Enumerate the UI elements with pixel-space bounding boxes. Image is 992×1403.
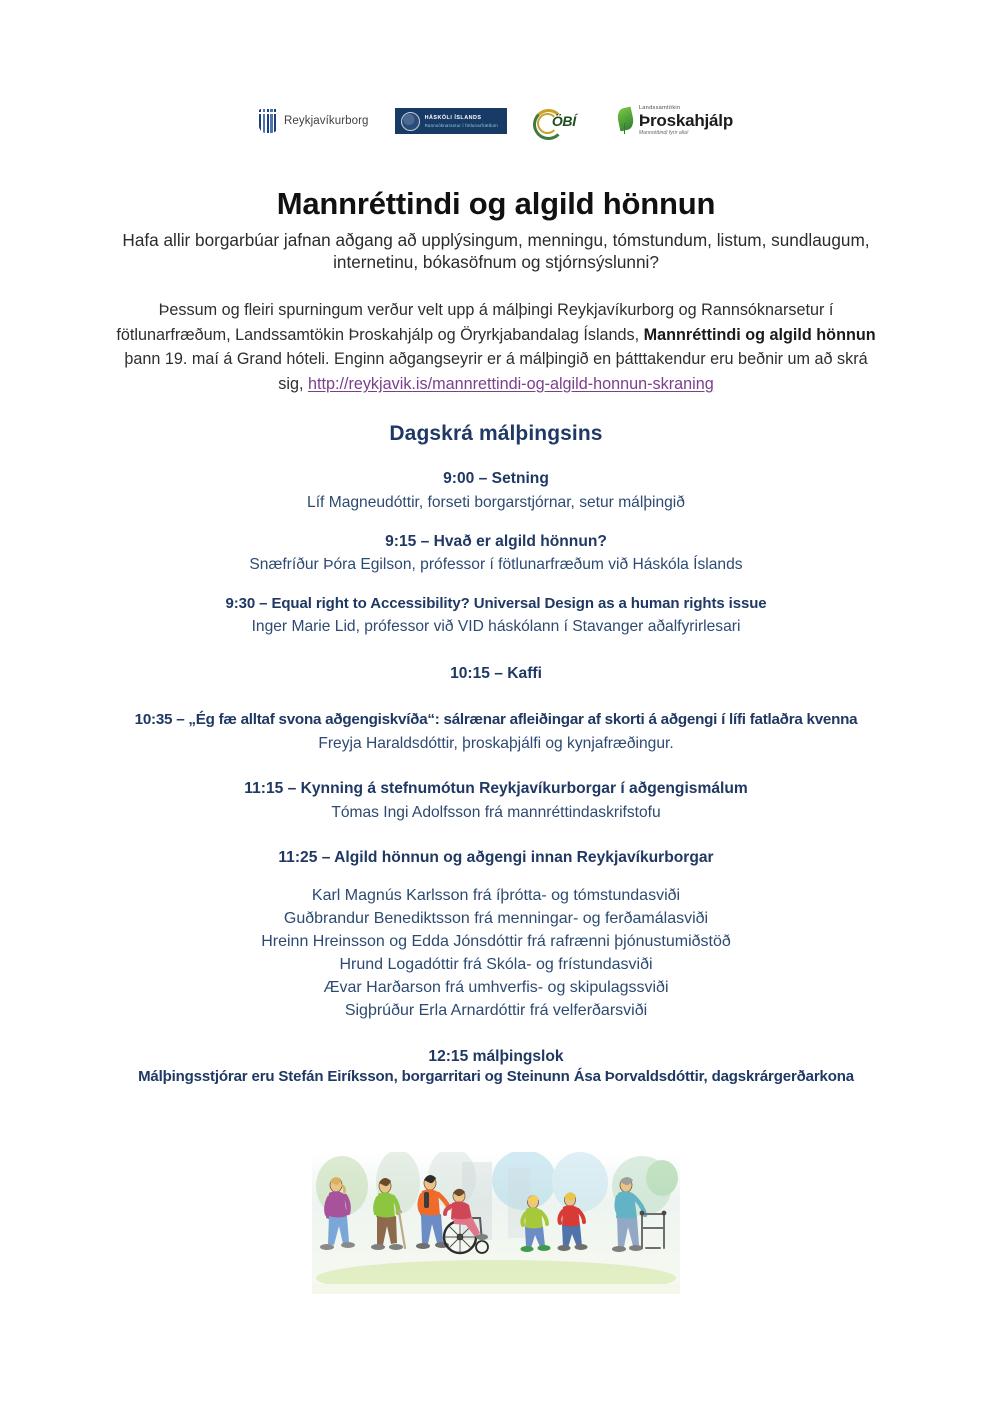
schedule-item-time-title: 9:00 – Setning: [443, 470, 549, 488]
schedule-item-0915: [96, 531, 896, 576]
subtitle: [96, 229, 896, 274]
schedule-item-time-title: 10:15 – Kaffi: [450, 665, 542, 683]
schedule-item-time-title: 9:15 – Hvað er algild hönnun?: [385, 533, 607, 551]
intro-bold-event-name: Mannréttindi og algild hönnun: [643, 325, 876, 344]
schedule-item-time-title: 11:15 – Kynning á stefnumótun Reykjavíkurborgar í aðgengismálum: [244, 780, 748, 798]
closing-time: 12:15 málþingslok: [428, 1048, 564, 1066]
obi-logo-text: ÖBÍ: [551, 112, 576, 129]
closing-block: [96, 1048, 896, 1085]
throskahjalp-logo-text: Þroskahjálp: [638, 111, 734, 131]
list-item: Ævar Harðarson frá umhverfis- og skipulagssviði: [323, 979, 669, 997]
schedule-item-1115: [96, 778, 896, 823]
logo-bar: [0, 98, 992, 144]
subtitle-line-2: internetinu, bókasöfnum og stjórnsýslunni?: [333, 252, 659, 273]
schedule-item-time-title: 9:30 – Equal right to Accessibility? Universal Design as a human rights issue: [225, 594, 767, 612]
schedule-item-time-title: 11:25 – Algild hönnun og aðgengi innan Reykjavíkurborgar: [278, 849, 714, 867]
list-item: Sigþrúður Erla Arnardóttir frá velferðarsviði: [344, 1002, 648, 1020]
schedule-item-time-title: 10:35 – „Ég fæ alltaf svona aðgengiskvíða“: sálrænar afleiðingar af skorti á aðgengi í lífi fatlaðra kvenna: [134, 711, 858, 729]
people-walking-illustration: [312, 1152, 680, 1294]
schedule-item-description: Freyja Haraldsdóttir, þroskaþjálfi og kynjafræðingur.: [318, 734, 674, 752]
university-seal-icon: [401, 112, 420, 131]
schedule-item-description: Snæfríður Þóra Egilson, prófessor í fötlunarfræðum við Háskóla Íslands: [249, 556, 743, 574]
schedule-item-1015: [96, 663, 896, 684]
list-item: Guðbrandur Benediktsson frá menningar- og ferðamálasviði: [283, 910, 709, 928]
page-title: Mannréttindi og algild hönnun: [276, 186, 716, 221]
throskahjalp-logo: [615, 106, 733, 137]
schedule-item-0900: [96, 468, 896, 513]
haskoli-islands-logo-text: HÁSKÓLI ÍSLANDS: [424, 114, 482, 121]
schedule-item-description: Líf Magneudóttir, forseti borgarstjórnar, setur málþingið: [307, 493, 685, 511]
haskoli-islands-logo: [395, 108, 507, 134]
poster-content: [96, 186, 896, 1085]
program-heading: Dagskrá málþingsins: [389, 422, 603, 446]
intro-text-part-1: Þessum og fleiri spurningum verður velt upp á málþingi Reykjavíkurborg og Rannsóknarsetur í fötlunarfræðum, Landssamtökin Þroskahjálp og Öryrkjabandalag Íslands,: [116, 300, 834, 344]
schedule-item-description: Inger Marie Lid, prófessor við VID háskólann í Stavanger aðalfyrirlesari: [251, 617, 741, 635]
speaker-list: [96, 884, 896, 1022]
list-item: Hrund Logadóttir frá Skóla- og frístundasviði: [339, 956, 653, 974]
list-item: Karl Magnús Karlsson frá íþrótta- og tómstundasviði: [311, 887, 681, 905]
schedule-item-0930: [96, 594, 896, 638]
schedule-item-description: Tómas Ingi Adolfsson frá mannréttindaskrifstofu: [331, 803, 661, 821]
closing-moderators: Málþingsstjórar eru Stefán Eiríksson, borgarritari og Steinunn Ása Þorvaldsdóttir, dagskrárgerðarkona: [138, 1068, 854, 1086]
registration-link[interactable]: http://reykjavik.is/mannrettindi-og-algild-honnun-skraning: [307, 374, 714, 393]
list-item: Hreinn Hreinsson og Edda Jónsdóttir frá rafrænni þjónustumiðstöð: [261, 933, 731, 951]
reykjavikurborg-logo-text: Reykjavíkurborg: [283, 115, 369, 127]
schedule-list: [96, 468, 896, 1085]
schedule-item-1035: [96, 710, 896, 754]
obi-logo: [533, 108, 589, 135]
leaf-icon: [615, 108, 635, 134]
subtitle-line-1: Hafa allir borgarbúar jafnan aðgang að upplýsingum, menningu, tómstundum, listum, sundlaugum,: [122, 229, 870, 250]
throskahjalp-logo-top-text: Landssamtökin: [638, 104, 681, 111]
reykjavikurborg-shield-icon: [259, 109, 278, 133]
reykjavikurborg-logo: [259, 109, 369, 133]
schedule-item-1125: [96, 847, 896, 868]
haskoli-islands-logo-subtext: Rannsóknarsetur í fötlunarfræðum: [424, 122, 498, 128]
throskahjalp-logo-slogan: Mannréttindi fyrir alla!: [638, 130, 689, 137]
intro-paragraph: [116, 298, 876, 397]
intro-text-part-2: þann 19. maí á Grand hóteli. Enginn aðgangseyrir er á málþingið en þátttakendur eru beðnir um að skrá sig,: [124, 350, 868, 393]
